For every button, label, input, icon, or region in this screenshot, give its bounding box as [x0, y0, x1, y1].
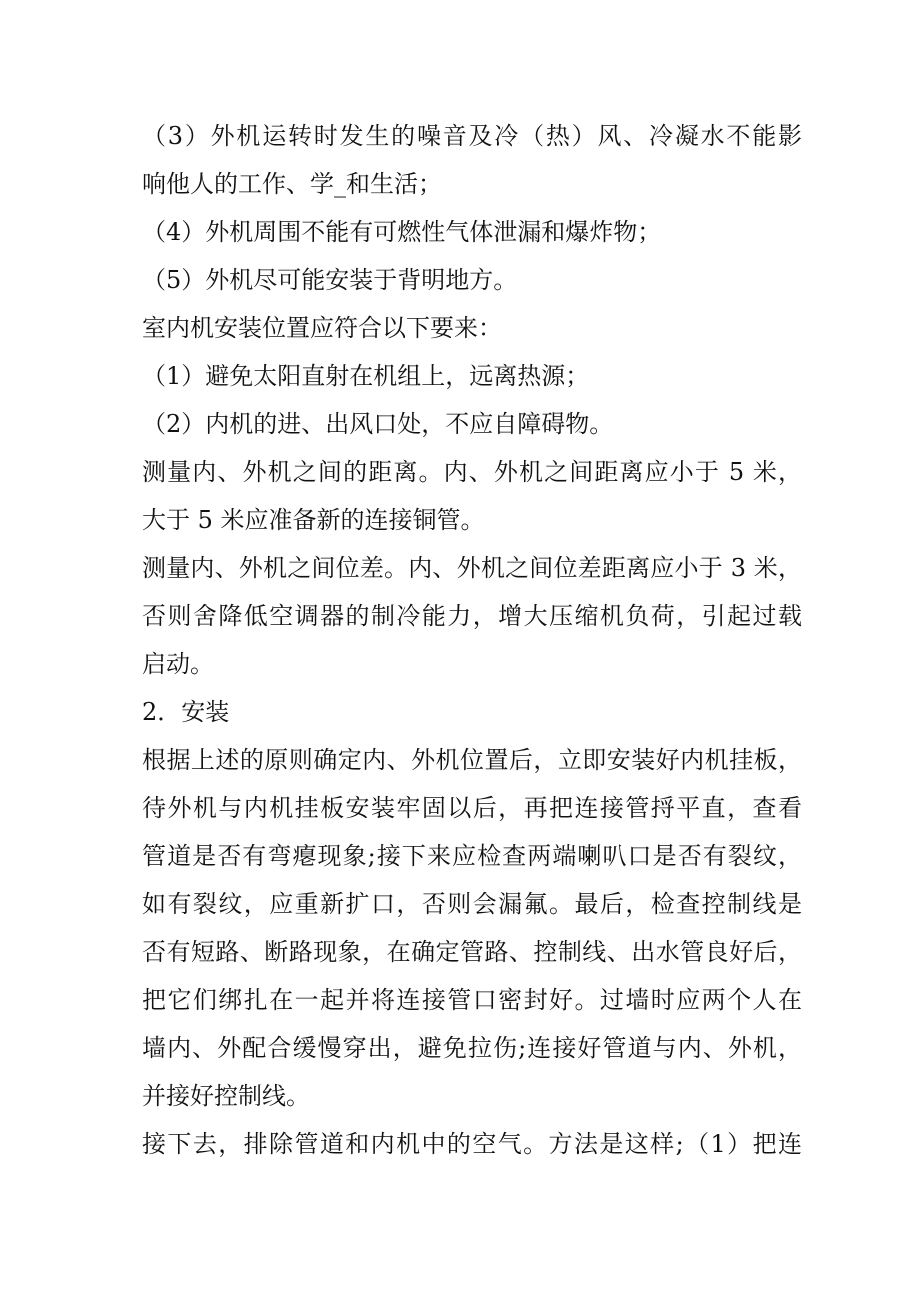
- text-line: 测量内、外机之间的距离。内、外机之间距离应小于 5 米，: [142, 458, 802, 486]
- text-line: （5）外机尽可能安装于背明地方。: [142, 266, 518, 294]
- text-line: 待外机与内机挂板安装牢固以后，再把连接管捋平直，查看: [142, 794, 802, 822]
- paragraph-install-procedure: [142, 736, 802, 1120]
- paragraph-purge-air: [142, 1120, 802, 1168]
- paragraph-measure-height-difference: [142, 544, 802, 688]
- text-line: 否有短路、断路现象，在确定管路、控制线、出水管良好后，: [142, 938, 802, 966]
- paragraph-measure-distance: [142, 448, 802, 544]
- text-line: 把它们绑扎在一起并将连接管口密封好。过墙时应两个人在: [142, 986, 802, 1014]
- text-line: 大于 5 米应准备新的连接铜管。: [142, 506, 485, 534]
- paragraph-indoor-requirements-heading: [142, 304, 802, 352]
- text-line: 如有裂纹，应重新扩口，否则会漏氟。最后，检查控制线是: [142, 890, 802, 918]
- paragraph-outdoor-flammable: [142, 208, 802, 256]
- section-heading-install: [142, 688, 802, 736]
- text-line: 墙内、外配合缓慢穿出，避免拉伤;连接好管道与内、外机，: [142, 1034, 802, 1062]
- paragraph-indoor-sunlight: [142, 352, 802, 400]
- text-line: （3）外机运转时发生的噪音及冷（热）风、冷凝水不能影: [142, 122, 802, 150]
- document-body: [142, 112, 802, 1168]
- text-line: 2．安装: [142, 698, 230, 726]
- text-line: 并接好控制线。: [142, 1082, 310, 1110]
- paragraph-outdoor-shade: [142, 256, 802, 304]
- text-line: 启动。: [142, 650, 214, 678]
- paragraph-indoor-airflow: [142, 400, 802, 448]
- text-line: 响他人的工作、学_和生活；: [142, 170, 442, 198]
- paragraph-outdoor-noise: [142, 112, 802, 208]
- text-line: 室内机安装位置应符合以下要来：: [142, 314, 502, 342]
- text-line: 接下去，排除管道和内机中的空气。方法是这样;（1）把连: [142, 1130, 802, 1158]
- text-line: 测量内、外机之间位差。内、外机之间位差距离应小于 3 米，: [142, 554, 802, 582]
- text-line: 根据上述的原则确定内、外机位置后，立即安装好内机挂板，: [142, 746, 802, 774]
- text-line: （1）避免太阳直射在机组上，远离热源；: [142, 362, 590, 390]
- text-line: 管道是否有弯瘪现象;接下来应检查两端喇叭口是否有裂纹，: [142, 842, 802, 870]
- text-line: （2）内机的进、出风口处，不应自障碍物。: [142, 410, 614, 438]
- text-line: 否则舍降低空调器的制冷能力，增大压缩机负荷，引起过载: [142, 602, 802, 630]
- text-line: （4）外机周围不能有可燃性气体泄漏和爆炸物；: [142, 218, 662, 246]
